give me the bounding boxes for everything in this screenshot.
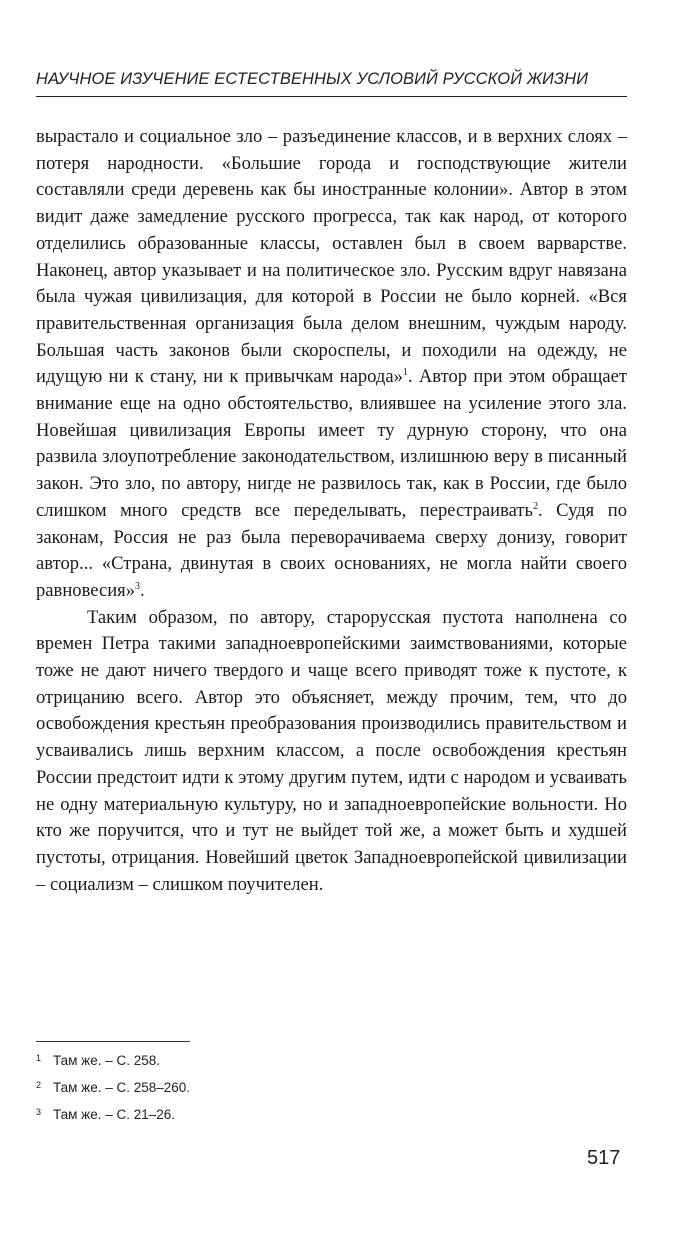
footnote-ref-3: 3 xyxy=(135,580,141,592)
footnote-item xyxy=(36,1049,436,1076)
main-text xyxy=(36,124,627,898)
paragraph-2: Таким образом, по автору, старорусская пустота наполнена со времен Петра такими западноевропейскими заимствованиями, которые тоже не дают ничего твердого и чаще всего приводят тоже к пустоте, к отрицанию всего. Автор это объясняет, между прочим, тем, что до освобождения крестьян преобразования производились правительством и усваивались лишь верхним классом, а после освобождения крестьян России предстоит идти к этому другим путем, идти с народом и усваивать не одну материальную культуру, но и западноевропейские вольности. Но кто же поручится, что и тут не выйдет той же, а может быть и худшей пустоты, отрицания. Новейший цветок Западноевропейской цивилизации – социализм – слишком поучителен. xyxy=(36,606,627,895)
paragraph-1-text-c: . Судя по законам, Россия не раз была переворачиваема сверху донизу, говорит автор... «Страна, двинутая в своих основаниях, не могла найти своего равновесия» xyxy=(36,499,627,601)
paragraph-1-text-a: вырастало и социальное зло – разъединение классов, и в верхних слоях – потеря народности. «Большие города и господствующие жители составляли среди деревень как бы иностранные колонии». Автор в этом видит даже замедление русского прогресса, так как народ, от которого отделились образованные классы, оставлен был в своем варварстве. Наконец, автор указывает и на политическое зло. Русским вдруг навязана была чужая цивилизация, для которой в России не было корней. «Вся правительственная организация была делом внешним, чуждым народу. Большая часть законов были скороспелы, и походили на одежду, не идущую ни к стану, ни к привычкам народа» xyxy=(36,126,627,388)
footnote-text: Там же. – С. 258. xyxy=(53,1053,161,1068)
footnote-ref-1: 1 xyxy=(402,367,408,379)
footnote-item xyxy=(36,1103,436,1130)
paragraph-1-text-b: . Автор при этом обращает внимание еще на одно обстоятельство, влиявшее на усиление этого зла. Новейшая цивилизация Европы имеет ту дурную сторону, что она развила злоупотребление законодательством, излишнюю веру в писанный закон. Это зло, по автору, нигде не развилось так, как в России, где было слишком много средств все переделывать, перестраивать xyxy=(36,366,627,521)
footnote-number: 2 xyxy=(36,1080,42,1090)
footnote-text: Там же. – С. 21–26. xyxy=(53,1107,176,1122)
page-number: 517 xyxy=(587,1147,621,1169)
footnote-item xyxy=(36,1076,436,1103)
paragraph-1 xyxy=(36,124,627,605)
paragraph-1-text-d: . xyxy=(140,579,145,601)
footnote-number: 3 xyxy=(36,1107,42,1117)
header-rule xyxy=(36,96,627,97)
footnote-rule xyxy=(36,1041,190,1042)
footnote-text: Там же. – С. 258–260. xyxy=(53,1080,191,1095)
footnotes xyxy=(36,1049,436,1130)
footnote-ref-2: 2 xyxy=(533,500,538,512)
footnote-number: 1 xyxy=(36,1053,42,1063)
running-head: НАУЧНОЕ ИЗУЧЕНИЕ ЕСТЕСТВЕННЫХ УСЛОВИЙ РУССКОЙ ЖИЗНИ xyxy=(36,70,589,88)
